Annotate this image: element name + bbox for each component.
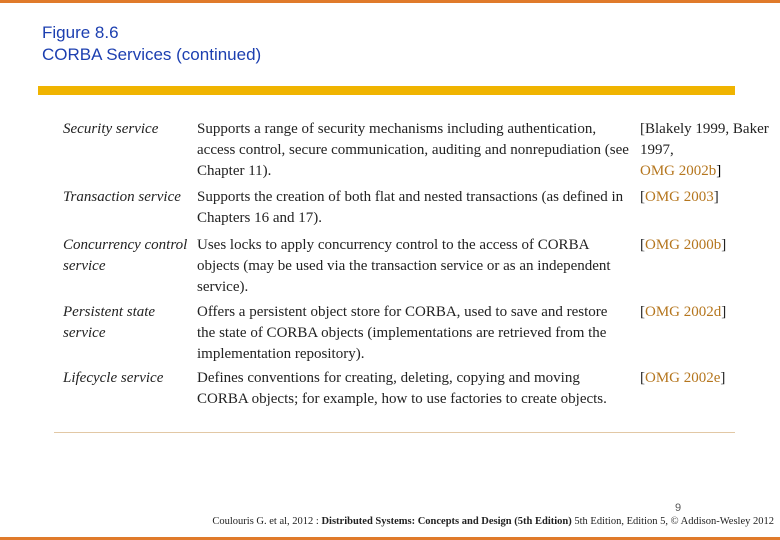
service-description: Uses locks to apply concurrency control to the access of CORBA objects (may be used via the transaction service or as an independent service). (197, 237, 611, 295)
service-reference: [OMG 2000b] (640, 237, 727, 253)
reference-link[interactable]: OMG 2000b (645, 237, 722, 253)
service-description: Supports a range of security mechanisms including authentication, access control, secure communication, auditing and nonrepudiation (see Chapter 11). (197, 121, 629, 179)
service-reference: [OMG 2003] (640, 189, 719, 205)
slide-title (42, 22, 261, 66)
figure-caption: CORBA Services (continued) (42, 45, 262, 64)
citation-footer: Coulouris G. et al, 2012 : Distributed Systems: Concepts and Design (5th Edition) 5th Edition, Edition 5, © Addison-Wesley 2012 (212, 516, 774, 527)
service-reference-link-row0: OMG 2002b] (640, 163, 722, 179)
service-name: Transaction service (63, 189, 181, 205)
service-reference: [Blakely 1999, Baker 1997, (640, 121, 769, 158)
service-reference: [OMG 2002e] (640, 370, 726, 386)
service-name: Persistent state service (63, 304, 156, 341)
table-bottom-rule (54, 432, 735, 433)
service-name: Lifecycle service (63, 370, 164, 386)
service-name: Concurrency control service (63, 237, 188, 274)
yellow-banner (38, 86, 735, 95)
reference-link[interactable]: OMG 2003 (645, 189, 714, 205)
reference-link[interactable]: OMG 2002b (640, 163, 717, 179)
reference-link[interactable]: OMG 2002e (645, 370, 721, 386)
service-description: Defines conventions for creating, deleting, copying and moving CORBA objects; for example, how to use factories to create objects. (197, 370, 607, 407)
page-number: 9 (675, 502, 682, 514)
reference-link[interactable]: OMG 2002d (645, 304, 722, 320)
service-description: Supports the creation of both flat and nested transactions (as defined in Chapters 16 and 17). (197, 189, 624, 226)
service-name: Security service (63, 121, 159, 137)
top-accent-line (0, 0, 780, 3)
service-description: Offers a persistent object store for CORBA, used to save and restore the state of CORBA objects (implementations are retrieved from the implementation repository). (197, 304, 608, 362)
figure-number: Figure 8.6 (42, 23, 119, 42)
services-table (54, 95, 769, 435)
service-reference: [OMG 2002d] (640, 304, 727, 320)
